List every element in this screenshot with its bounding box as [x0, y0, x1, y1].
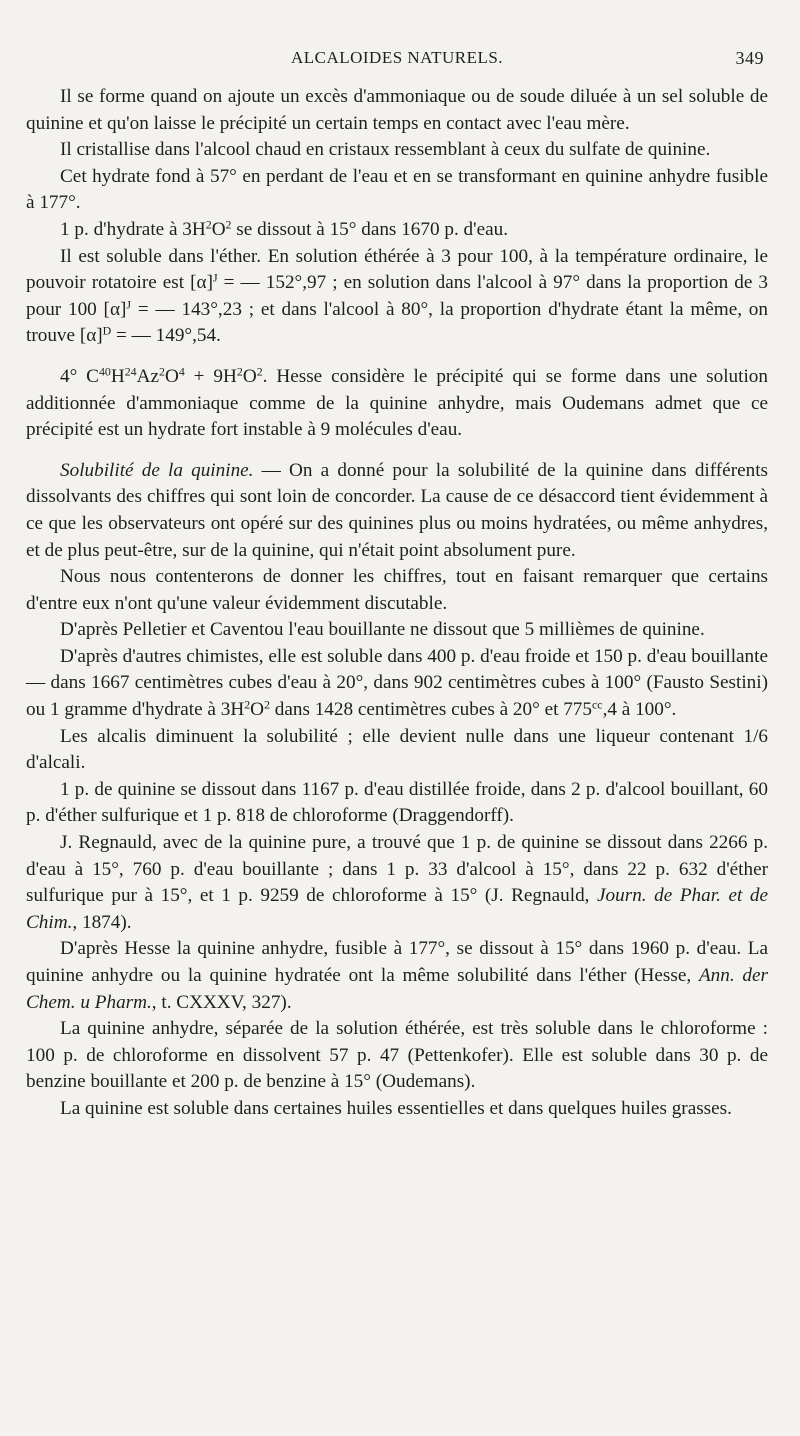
- paragraph: Nous nous contenterons de donner les chiffres, tout en faisant remarquer que certains d'entre eux n'ont qu'une valeur évidemment discutable.: [26, 566, 768, 614]
- paragraph: La quinine anhydre, séparée de la solution éthérée, est très soluble dans le chloroforme : 100 p. de chloroforme en dissolvent 57 p. 47 (Pettenkofer). Elle est soluble dans 30 p. de benzine bouillante et 200 p. de benzine à 15° (Oudemans).: [26, 1018, 768, 1093]
- paragraph: 1 p. d'hydrate à $3H^2O^2$ se dissout à 15° dans 1670 p. d'eau.: [60, 217, 509, 240]
- paragraph: Solubilité de la quinine. — On a donné pour la solubilité de la quinine dans différents dissolvants des chiffres qui sont loin de concorder. La cause de ce désaccord tient évidemment à ce que les observateurs ont opéré sur des quinines plus ou moins hydratées, ou même anhydres, et de plus peut-être, sur de la quinine, qui n'était point absolument pure.: [26, 459, 768, 561]
- paragraph: La quinine est soluble dans certaines huiles essentielles et dans quelques huiles grasses.: [60, 1097, 732, 1119]
- paragraph: 4° $C^{40}H^{24}Az^2O^4 + 9H^2O^2$. Hesse considère le précipité qui se forme dans une solution additionnée d'ammoniaque comme de la quinine anhydre, mais Oudemans admet que ce précipité est un hydrate fort instable à 9 molécules d'eau.: [26, 364, 768, 441]
- paragraph: Les alcalis diminuent la solubilité ; elle devient nulle dans une liqueur contenant 1/6 d'alcali.: [26, 725, 768, 774]
- paragraph: Cet hydrate fond à 57° en perdant de l'eau et en se transformant en quinine anhydre fusible à 177°.: [26, 165, 768, 214]
- paragraph: D'après Pelletier et Caventou l'eau bouillante ne dissout que 5 millièmes de quinine.: [60, 619, 705, 641]
- paragraph: 1 p. de quinine se dissout dans 1167 p. d'eau distillée froide, dans 2 p. d'alcool bouillant, 60 p. d'éther sulfurique et 1 p. 818 de chloroforme (Draggendorff).: [26, 778, 768, 827]
- paragraph: Il se forme quand on ajoute un excès d'ammoniaque ou de soude diluée à un sel soluble de quinine et qu'on laisse le précipité un certain temps en contact avec l'eau mère.: [26, 86, 768, 134]
- body-text: [26, 84, 768, 1123]
- paragraph: Il est soluble dans l'éther. En solution éthérée à 3 pour 100, à la température ordinaire, le pouvoir rotatoire est $[\alpha]^J$ = — 152°,97 ; en solution dans l'alcool à 97° dans la proportion de 3 pour 100 $[\alpha]^J$ = — 143°,23 ; et dans l'alcool à 80°, la proportion d'hydrate étant la même, on trouve $[\alpha]^D$ = — 149°,54.: [26, 245, 769, 347]
- running-title: ALCALOIDES NATURELS.: [290, 48, 504, 67]
- citation-title: Ann. der Chem. u Pharm.: [26, 965, 768, 1013]
- paragraph: D'après d'autres chimistes, elle est soluble dans 400 p. d'eau froide et 150 p. d'eau bouillante — dans 1667 centimètres cubes d'eau à 20°, dans 902 centimètres cubes à 100° (Fausto Sestini) ou 1 gramme d'hydrate à $3H^2O^2$ dans 1428 centimètres cubes à 20° et $775^{cc},4$ à 100°.: [26, 645, 768, 721]
- citation-title: Journ. de Phar. et de Chim.: [26, 885, 768, 933]
- paragraph: Il cristallise dans l'alcool chaud en cristaux ressemblant à ceux du sulfate de quinine.: [60, 139, 711, 161]
- page-number: 349: [735, 48, 764, 68]
- paragraph: D'après Hesse la quinine anhydre, fusible à 177°, se dissout à 15° dans 1960 p. d'eau. La quinine anhydre ou la quinine hydratée ont la même solubilité dans l'éther (Hesse, Ann. der Chem. u Pharm., t. CXXXV, 327).: [26, 938, 768, 1013]
- section-heading: Solubilité de la quinine.: [60, 459, 254, 481]
- paragraph: J. Regnauld, avec de la quinine pure, a trouvé que 1 p. de quinine se dissout dans 2266 p. d'eau à 15°, 760 p. d'eau bouillante ; dans 1 p. 33 d'alcool à 15°, dans 22 p. 632 d'éther sulfurique pur à 15°, et 1 p. 9259 de chloroforme à 15° (J. Regnauld, Journ. de Phar. et de Chim., 1874).: [26, 832, 768, 933]
- running-head: [26, 48, 768, 72]
